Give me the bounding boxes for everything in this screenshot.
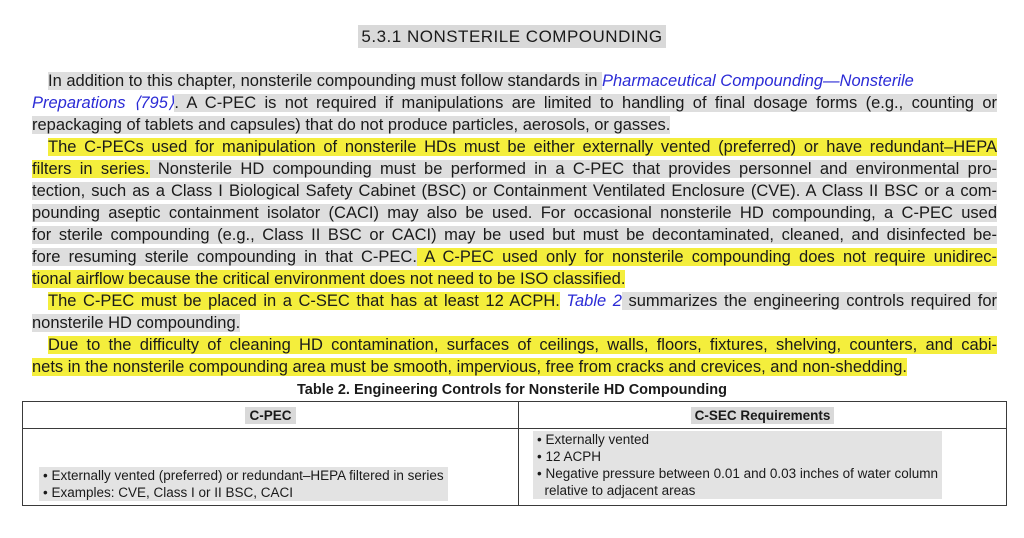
list-item: relative to adjacent areas	[537, 483, 696, 498]
paragraph-2-line-1: The C-PECs used for manipulation of nonsterile HDs must be either externally vented (preferred) or have redundant–HEPA	[48, 138, 997, 156]
table-2-link[interactable]: Table 2	[566, 292, 622, 310]
pharmaceutical-compounding-link[interactable]: Pharmaceutical Compounding—Nonsterile	[602, 72, 914, 90]
paragraph-1-line-1: In addition to this chapter, nonsterile compounding must follow standards in Pharmaceutical Compounding—Nonsterile	[48, 72, 914, 90]
paragraph-2-line-7: tional airflow because the critical environment does not need to be ISO classified.	[32, 270, 626, 288]
paragraph-2-line-4: pounding aseptic containment isolator (CACI) may also be used. For occasional nonsterile HD compounding, a C-PEC used	[32, 204, 997, 222]
paragraph-4-line-2: nets in the nonsterile compounding area must be smooth, impervious, free from cracks and crevices, and non-shedding.	[32, 358, 907, 376]
paragraph-2-line-5: for sterile compounding (e.g., Class II BSC or CACI) may be used but must be decontaminated, cleaned, and disinfected be-	[32, 226, 997, 244]
section-heading-text: 5.3.1 NONSTERILE COMPOUNDING	[358, 25, 665, 48]
column-header-csec: C-SEC Requirements	[519, 402, 1007, 429]
paragraph-4-line-1: Due to the difficulty of cleaning HD contamination, surfaces of ceilings, walls, floors, fixtures, shelving, counters, and cabi-	[48, 336, 997, 354]
list-item: • 12 ACPH	[537, 449, 602, 464]
table-title: Table 2. Engineering Controls for Nonsterile HD Compounding	[297, 382, 727, 398]
paragraph-3-line-2: nonsterile HD compounding.	[32, 314, 241, 332]
paragraph-2-line-6: fore resuming sterile compounding in that C-PEC. A C-PEC used only for nonsterile compounding does not require unidirec-	[32, 248, 997, 266]
list-item: • Examples: CVE, Class I or II BSC, CACI	[43, 485, 294, 500]
cpec-list	[39, 467, 448, 501]
section-heading	[0, 27, 1024, 47]
list-item: • Negative pressure between 0.01 and 0.03 inches of water column	[537, 466, 938, 481]
engineering-controls-table	[22, 401, 1007, 506]
paragraph-1-line-3: repackaging of tablets and capsules) that do not produce particles, aerosols, or gasses.	[32, 116, 671, 134]
csec-cell	[519, 429, 1007, 506]
cpec-cell	[23, 429, 519, 506]
csec-list	[533, 431, 942, 499]
list-item: • Externally vented	[537, 432, 650, 447]
preparations-795-link[interactable]: Preparations ⟨795⟩	[32, 94, 175, 112]
list-item: • Externally vented (preferred) or redundant–HEPA filtered in series	[43, 468, 444, 483]
paragraph-2-line-3: tection, such as a Class I Biological Safety Cabinet (BSC) or Containment Ventilated Enclosure (CVE). A Class II BSC or a com-	[32, 182, 997, 200]
paragraph-2-line-2: filters in series. Nonsterile HD compounding must be performed in a C-PEC that provides personnel and environmental pro-	[32, 160, 997, 178]
column-header-cpec: C-PEC	[23, 402, 519, 429]
paragraph-3-line-1: The C-PEC must be placed in a C-SEC that has at least 12 ACPH. Table 2 summarizes the engineering controls required for	[48, 292, 997, 310]
paragraph-1-line-2: Preparations ⟨795⟩. A C-PEC is not required if manipulations are limited to handling of final dosage forms (e.g., counting or	[32, 94, 997, 112]
